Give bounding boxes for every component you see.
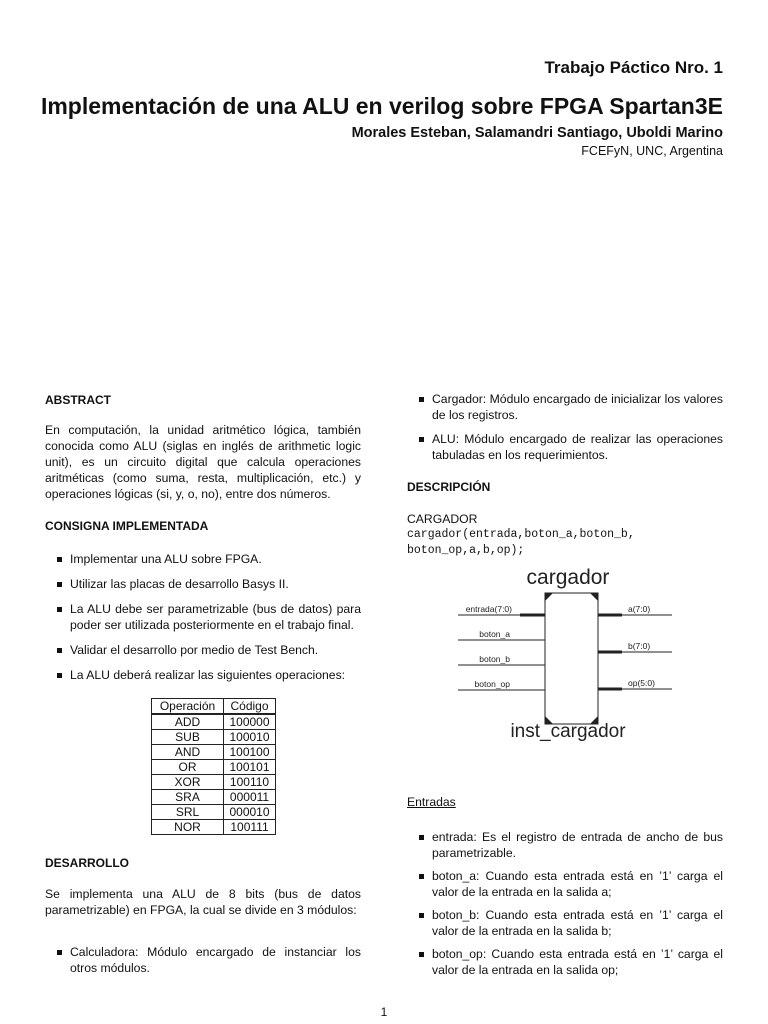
- table-header-operacion: Operación: [152, 699, 224, 715]
- table-row: [152, 714, 276, 730]
- page-number: 1: [380, 1005, 388, 1019]
- modules-list: [45, 944, 361, 976]
- table-row: [152, 790, 276, 805]
- list-item: boton_op: Cuando esta entrada está en ’1’ carga el valor de la entrada en la salida op;: [407, 946, 723, 978]
- abstract-heading: ABSTRACT: [45, 393, 111, 407]
- table-row: [152, 775, 276, 790]
- op-cell: XOR: [152, 775, 224, 790]
- descripcion-heading: DESCRIPCIÓN: [407, 480, 491, 494]
- table-header-row: [152, 699, 276, 715]
- code-cell: 100111: [224, 820, 276, 835]
- output-label-a: a(7:0): [628, 604, 651, 614]
- list-item: Calculadora: Módulo encargado de instanciar los otros módulos.: [45, 944, 361, 976]
- table-row: [152, 730, 276, 745]
- consigna-heading: CONSIGNA IMPLEMENTADA: [45, 519, 209, 533]
- output-label-b: b(7:0): [628, 641, 651, 651]
- list-item: La ALU deberá realizar las siguientes operaciones:: [45, 667, 361, 683]
- table-row: [152, 745, 276, 760]
- block-body: [545, 593, 598, 724]
- op-cell: AND: [152, 745, 224, 760]
- table-row: [152, 820, 276, 835]
- corner-mark: [590, 593, 598, 601]
- op-cell: SRL: [152, 805, 224, 820]
- entradas-heading: Entradas: [407, 795, 456, 809]
- entradas-list: [407, 829, 723, 978]
- table-row: [152, 760, 276, 775]
- list-item: boton_a: Cuando esta entrada está en ’1’ carga el valor de la entrada en la salida a;: [407, 868, 723, 900]
- paper-title: Implementación de una ALU en verilog sobre FPGA Spartan3E: [40, 93, 723, 119]
- op-cell: SRA: [152, 790, 224, 805]
- list-item: boton_b: Cuando esta entrada está en ’1’ carga el valor de la entrada en la salida b;: [407, 907, 723, 939]
- code-cell: 100010: [224, 730, 276, 745]
- op-cell: ADD: [152, 714, 224, 730]
- list-item: La ALU debe ser parametrizable (bus de datos) para poder ser utilizada posteriormente en el trabajo final.: [45, 601, 361, 633]
- input-label-boton-op: boton_op: [474, 679, 510, 689]
- module-name: CARGADOR: [407, 512, 478, 526]
- instance-name: inst_cargador: [510, 721, 626, 742]
- code-cell: 100110: [224, 775, 276, 790]
- left-column: [45, 392, 361, 976]
- list-item: Validar el desarrollo por medio de Test Bench.: [45, 642, 361, 658]
- op-cell: NOR: [152, 820, 224, 835]
- input-label-boton-a: boton_a: [479, 629, 510, 639]
- abstract-text: En computación, la unidad aritmético lógica, también conocida como ALU (siglas en inglés de arithmetic logic unit), es un circuito digital que calcula operaciones aritméticas (como suma, resta, multiplicación, etc.) y operaciones lógicas (si, y, o, no), entre dos números.: [45, 423, 361, 501]
- list-item: Cargador: Módulo encargado de inicializar los valores de los registros.: [407, 391, 723, 423]
- output-label-op: op(5:0): [628, 678, 655, 688]
- operations-table: [151, 698, 276, 835]
- code-cell: 000011: [224, 790, 276, 805]
- code-signature-line-1: cargador(entrada,boton_a,boton_b,: [407, 528, 635, 541]
- op-cell: OR: [152, 760, 224, 775]
- document-type: Trabajo Páctico Nro. 1: [544, 58, 723, 77]
- desarrollo-text: Se implementa una ALU de 8 bits (bus de datos parametrizable) en FPGA, la cual se divide en 3 módulos:: [45, 887, 361, 917]
- list-item: Utilizar las placas de desarrollo Basys II.: [45, 576, 361, 592]
- corner-mark: [545, 593, 553, 601]
- right-column: [407, 391, 723, 559]
- input-label-boton-b: boton_b: [479, 654, 510, 664]
- code-cell: 000010: [224, 805, 276, 820]
- consigna-list: [45, 551, 361, 683]
- code-cell: 100101: [224, 760, 276, 775]
- list-item: Implementar una ALU sobre FPGA.: [45, 551, 361, 567]
- authors: Morales Esteban, Salamandri Santiago, Uboldi Marino: [351, 125, 723, 141]
- table-row: [152, 805, 276, 820]
- affiliation: FCEFyN, UNC, Argentina: [581, 144, 723, 158]
- desarrollo-heading: DESARROLLO: [45, 856, 129, 870]
- code-cell: 100100: [224, 745, 276, 760]
- input-label-entrada: entrada(7:0): [465, 604, 512, 614]
- modules-list-continued: [407, 391, 723, 463]
- list-item: ALU: Módulo encargado de realizar las operaciones tabuladas en los requerimientos.: [407, 431, 723, 463]
- entradas-section: [407, 794, 723, 978]
- table-header-codigo: Código: [224, 699, 276, 715]
- block-title: cargador: [526, 566, 610, 589]
- cargador-block-diagram: [450, 560, 710, 745]
- list-item: entrada: Es el registro de entrada de ancho de bus parametrizable.: [407, 829, 723, 861]
- code-cell: 100000: [224, 714, 276, 730]
- op-cell: SUB: [152, 730, 224, 745]
- code-signature-line-2: boton_op,a,b,op);: [407, 544, 525, 557]
